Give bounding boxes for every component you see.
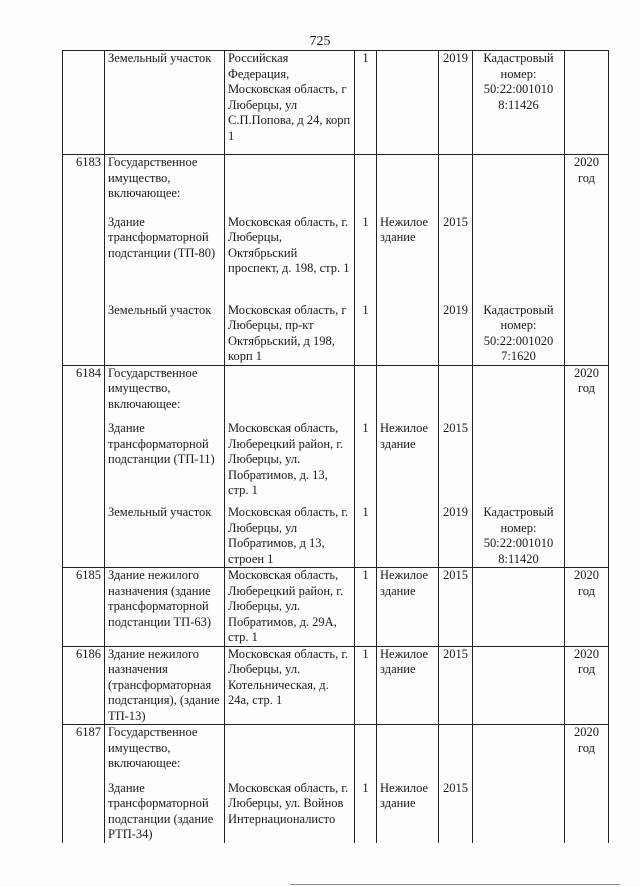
row-number-cell: 6187 — [63, 725, 105, 781]
address-cell: Московская область, г. Люберцы, ул Побратимов, д 13, строен 1 — [225, 505, 355, 568]
group-header-cell: Государственное имущество, включающее: — [105, 155, 225, 215]
year-cell: 2015 — [439, 646, 473, 725]
cadastral-note-cell — [473, 781, 565, 843]
year-cell: 2015 — [439, 568, 473, 647]
cadastral-note-cell — [473, 725, 565, 781]
property-registry-table — [62, 50, 609, 843]
address-cell: Московская область, Люберецкий район, г. Люберцы, ул. Побратимов, д. 29А, стр. 1 — [225, 568, 355, 647]
row-number-cell: 6185 — [63, 568, 105, 647]
table-row-6186 — [63, 646, 609, 725]
table-row-6183-header — [63, 155, 609, 215]
quantity-cell: 1 — [355, 505, 377, 568]
registration-year-cell — [565, 421, 609, 505]
type-cell: Нежилое здание — [377, 646, 439, 725]
row-number-cell — [63, 781, 105, 843]
type-cell — [377, 51, 439, 155]
quantity-cell — [355, 365, 377, 421]
cadastral-note-cell: Кадастровый номер: 50:22:001010 8:11426 — [473, 51, 565, 155]
group-header-cell: Государственное имущество, включающее: — [105, 725, 225, 781]
object-name-cell: Земельный участок — [105, 303, 225, 366]
type-cell: Нежилое здание — [377, 215, 439, 303]
quantity-cell: 1 — [355, 421, 377, 505]
registration-year-cell: 2020 год — [565, 568, 609, 647]
row-number-cell: 6186 — [63, 646, 105, 725]
registration-year-cell — [565, 303, 609, 366]
quantity-cell: 1 — [355, 781, 377, 843]
registration-year-cell — [565, 51, 609, 155]
row-number-cell: 6183 — [63, 155, 105, 215]
quantity-cell: 1 — [355, 303, 377, 366]
row-number-cell — [63, 505, 105, 568]
type-cell: Нежилое здание — [377, 421, 439, 505]
type-cell — [377, 505, 439, 568]
table-row-6185 — [63, 568, 609, 647]
address-cell: Российская Федерация, Московская область, г Люберцы, ул С.П.Попова, д 24, корп 1 — [225, 51, 355, 155]
registration-year-cell: 2020 год — [565, 646, 609, 725]
page-number: 725 — [309, 34, 331, 49]
address-cell — [225, 725, 355, 781]
quantity-cell: 1 — [355, 568, 377, 647]
year-cell: 2015 — [439, 421, 473, 505]
address-cell — [225, 365, 355, 421]
address-cell: Московская область, г. Люберцы, Октябрьский проспект, д. 198, стр. 1 — [225, 215, 355, 303]
footer-divider — [290, 884, 620, 885]
type-cell — [377, 725, 439, 781]
object-name-cell: Здание нежилого назначения (здание трансформаторной подстанции ТП-63) — [105, 568, 225, 647]
type-cell: Нежилое здание — [377, 781, 439, 843]
row-number-cell — [63, 421, 105, 505]
cadastral-note-cell — [473, 215, 565, 303]
year-cell — [439, 725, 473, 781]
cadastral-note-cell — [473, 568, 565, 647]
cadastral-note-cell — [473, 155, 565, 215]
cadastral-note-cell — [473, 365, 565, 421]
cadastral-note-cell — [473, 421, 565, 505]
table-row-6187-building — [63, 781, 609, 843]
cadastral-note-cell: Кадастровый номер: 50:22:001010 8:11420 — [473, 505, 565, 568]
type-cell — [377, 365, 439, 421]
cadastral-note-cell: Кадастровый номер: 50:22:001020 7:1620 — [473, 303, 565, 366]
year-cell: 2019 — [439, 303, 473, 366]
row-number-cell: 6184 — [63, 365, 105, 421]
quantity-cell: 1 — [355, 646, 377, 725]
group-header-cell: Государственное имущество, включающее: — [105, 365, 225, 421]
row-number-cell — [63, 303, 105, 366]
table-row-6184-land — [63, 505, 609, 568]
table-row-6183-building — [63, 215, 609, 303]
year-cell — [439, 155, 473, 215]
table-row-6183-land — [63, 303, 609, 366]
registration-year-cell: 2020 год — [565, 155, 609, 215]
object-name-cell: Здание трансформаторной подстанции (здание РТП-34) — [105, 781, 225, 843]
table-row-6187-header — [63, 725, 609, 781]
row-number-cell — [63, 51, 105, 155]
year-cell: 2015 — [439, 781, 473, 843]
table-row-6184-building — [63, 421, 609, 505]
registration-year-cell — [565, 505, 609, 568]
quantity-cell — [355, 725, 377, 781]
object-name-cell: Здание нежилого назначения (трансформаторная подстанция), (здание ТП-13) — [105, 646, 225, 725]
registration-year-cell: 2020 год — [565, 365, 609, 421]
object-name-cell: Здание трансформаторной подстанции (ТП-11) — [105, 421, 225, 505]
year-cell: 2015 — [439, 215, 473, 303]
registration-year-cell — [565, 215, 609, 303]
address-cell: Московская область, г. Люберцы, ул. Котельническая, д. 24а, стр. 1 — [225, 646, 355, 725]
address-cell: Московская область, Люберецкий район, г. Люберцы, ул. Побратимов, д. 13, стр. 1 — [225, 421, 355, 505]
quantity-cell: 1 — [355, 215, 377, 303]
object-name-cell: Здание трансформаторной подстанции (ТП-80) — [105, 215, 225, 303]
year-cell — [439, 365, 473, 421]
year-cell: 2019 — [439, 505, 473, 568]
registration-year-cell: 2020 год — [565, 725, 609, 781]
type-cell — [377, 303, 439, 366]
quantity-cell — [355, 155, 377, 215]
table-row-6184-header — [63, 365, 609, 421]
quantity-cell: 1 — [355, 51, 377, 155]
table-row-land-popova — [63, 51, 609, 155]
type-cell — [377, 155, 439, 215]
object-name-cell: Земельный участок — [105, 51, 225, 155]
year-cell: 2019 — [439, 51, 473, 155]
object-name-cell: Земельный участок — [105, 505, 225, 568]
cadastral-note-cell — [473, 646, 565, 725]
row-number-cell — [63, 215, 105, 303]
address-cell: Московская область, г. Люберцы, ул. Войнов Интернационалисто — [225, 781, 355, 843]
address-cell: Московская область, г Люберцы, пр-кт Октябрьский, д 198, корп 1 — [225, 303, 355, 366]
address-cell — [225, 155, 355, 215]
registration-year-cell — [565, 781, 609, 843]
type-cell: Нежилое здание — [377, 568, 439, 647]
